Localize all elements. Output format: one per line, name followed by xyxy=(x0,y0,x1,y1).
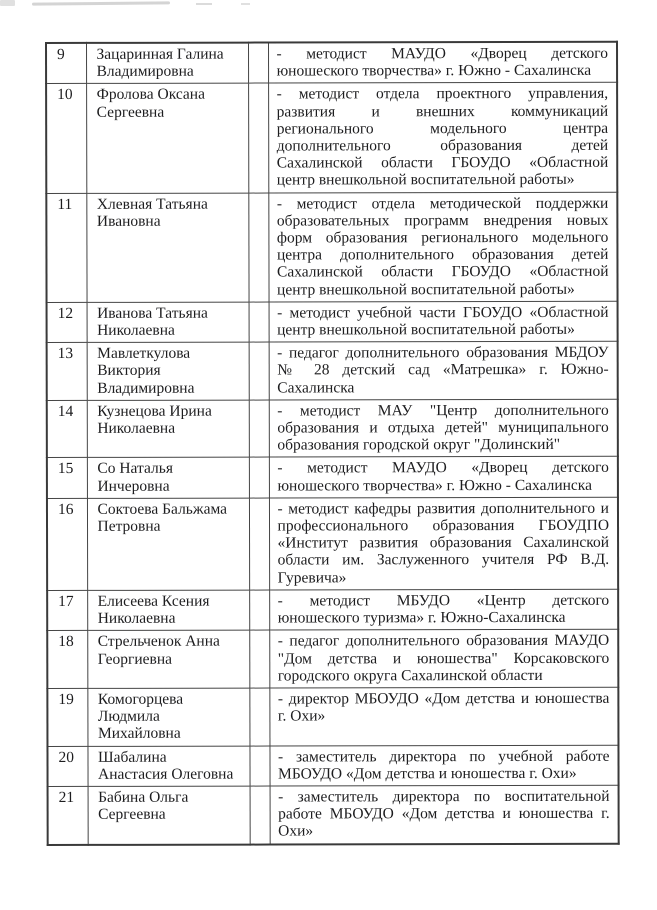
participants-table xyxy=(45,41,620,846)
name-line: Со Наталья xyxy=(97,460,173,478)
position-line: городского округа Сахалинской области xyxy=(277,666,543,685)
person-position xyxy=(269,745,618,786)
scan-artifact-mark xyxy=(241,3,250,5)
spacer-cell xyxy=(249,302,269,342)
name-line: Ивановна xyxy=(96,212,161,230)
position-line: - методист МАУДО «Дворец детского xyxy=(276,44,609,63)
name-line: Виктория xyxy=(97,362,161,380)
position-line: регионального модельного центра xyxy=(276,119,609,138)
person-position xyxy=(269,342,618,400)
spacer-cell xyxy=(248,193,268,302)
person-name xyxy=(86,43,248,84)
row-number: 13 xyxy=(47,343,87,401)
person-name xyxy=(87,746,249,787)
position-line: № 28 детский сад «Матрешка» г. Южно- xyxy=(277,361,609,379)
position-line: центр внешкольной воспитательной работы» xyxy=(276,171,575,189)
name-line: Кузнецова Ирина xyxy=(97,402,212,420)
person-position xyxy=(268,42,617,84)
table-row xyxy=(46,192,617,302)
name-line: Георгиевна xyxy=(97,650,172,668)
position-line: - методист МАУ "Центр дополнительного xyxy=(277,401,609,420)
position-line: - методист учебной части ГБОУДО «Областной xyxy=(277,303,609,322)
name-line: Хлевная Татьяна xyxy=(96,195,208,213)
position-line: области им. Заслуженного учителя РФ В.Д. xyxy=(277,551,610,569)
position-line: профессионального образования ГБОУДПО xyxy=(277,516,610,535)
spacer-cell xyxy=(249,458,269,498)
position-line: юношеского творчества» г. Южно - Сахалинска xyxy=(277,476,592,495)
position-line: - директор МБОУДО «Дом детства и юношества xyxy=(277,689,610,708)
position-line: - заместитель директора по воспитательной xyxy=(278,787,610,806)
name-line: Фролова Оксана xyxy=(96,86,205,104)
position-line: - педагог дополнительного образования МБДОУ xyxy=(277,344,609,362)
position-line: - педагог дополнительного образования МАУДО xyxy=(277,632,610,650)
position-line: образовательных программ внедрения новых xyxy=(276,211,609,230)
person-name xyxy=(86,193,248,303)
person-position xyxy=(270,785,619,844)
row-number: 12 xyxy=(47,302,87,342)
row-number: 21 xyxy=(48,786,88,844)
position-line: Гуревича» xyxy=(277,569,347,587)
table-row xyxy=(47,745,618,787)
person-name xyxy=(87,590,249,631)
spacer-cell xyxy=(249,342,269,400)
position-line: форм образования регионального модельного xyxy=(276,228,609,247)
position-line: центр внешкольной воспитательной работы» xyxy=(277,280,575,299)
person-name xyxy=(87,498,249,590)
position-line: дополнительного образования детей xyxy=(276,136,609,155)
table-row xyxy=(47,342,618,401)
name-line: Зацаринная Галина xyxy=(96,45,224,63)
table-row xyxy=(47,497,618,590)
row-number: 9 xyxy=(46,43,86,84)
position-line: образования и отдыха детей" муниципального xyxy=(277,418,609,437)
position-line: - заместитель директора по учебной работе xyxy=(277,747,610,766)
position-line: - методист отдела методической поддержки xyxy=(276,194,609,213)
row-number: 19 xyxy=(47,688,87,746)
scan-artifact-mark xyxy=(196,3,212,5)
person-name xyxy=(86,83,248,193)
position-line: юношеского туризма» г. Южно-Сахалинска xyxy=(277,609,566,627)
name-line: Михайловна xyxy=(97,725,181,743)
position-line: - методист МБУДО «Центр детского xyxy=(277,591,610,610)
spacer-cell xyxy=(249,746,269,786)
scan-artifact-corner xyxy=(0,0,15,6)
position-line: Сахалинска xyxy=(277,379,355,397)
person-position xyxy=(269,497,618,590)
position-line: - методист отдела проектного управления, xyxy=(276,85,609,103)
name-line: Николаевна xyxy=(97,419,176,437)
name-line: Стрельченок Анна xyxy=(97,632,220,651)
position-line: Сахалинской области ГБОУДО «Областной xyxy=(276,154,609,172)
person-position xyxy=(268,192,617,302)
person-position xyxy=(268,83,617,193)
name-line: Людмила xyxy=(97,707,160,725)
position-line: г. Охи» xyxy=(277,707,326,725)
row-number: 10 xyxy=(46,84,86,193)
table-body xyxy=(46,42,619,845)
position-line: "Дом детства и юношества" Корсаковского xyxy=(277,649,610,668)
position-line: работе МБОУДО «Дом детства и юношества г. xyxy=(278,804,610,823)
person-position xyxy=(269,301,618,342)
spacer-cell xyxy=(249,400,269,458)
table-row xyxy=(46,83,617,193)
position-line: Охи» xyxy=(278,822,314,840)
person-name xyxy=(87,400,249,458)
spacer-cell xyxy=(249,498,269,590)
scan-artifact-streak xyxy=(32,1,170,5)
row-number: 11 xyxy=(46,193,86,302)
name-line: Соктоева Бальжама xyxy=(97,500,228,518)
person-position xyxy=(269,589,618,630)
name-line: Инчеровна xyxy=(97,477,170,495)
person-name xyxy=(87,458,249,499)
person-name xyxy=(87,688,249,746)
name-line: Иванова Татьяна xyxy=(97,304,208,322)
person-position xyxy=(269,687,618,745)
position-line: центра дополнительного образования детей xyxy=(276,246,609,264)
spacer-cell xyxy=(248,43,268,84)
name-line: Мавлеткулова xyxy=(97,344,191,363)
table-row xyxy=(48,785,619,844)
table-row xyxy=(47,589,618,631)
position-line: центр внешкольной воспитательной работы» xyxy=(277,320,575,339)
position-line: - методист МАУДО «Дворец детского xyxy=(277,459,609,477)
spacer-cell xyxy=(249,590,269,630)
person-name xyxy=(88,786,250,844)
position-line: юношеского творчества» г. Южно - Сахалинска xyxy=(276,62,592,80)
name-line: Владимировна xyxy=(96,62,194,81)
position-line: Сахалинской области ГБОУДО «Областной xyxy=(276,263,609,281)
position-line: образования городской округ "Долинский" xyxy=(277,436,561,454)
name-line: Николаевна xyxy=(97,609,176,627)
row-number: 20 xyxy=(47,746,87,786)
person-name xyxy=(87,630,249,688)
person-name xyxy=(87,302,249,343)
table-row xyxy=(47,687,618,746)
spacer-cell xyxy=(249,688,269,746)
name-line: Николаевна xyxy=(97,321,175,339)
person-position xyxy=(269,630,618,688)
person-position xyxy=(269,399,618,457)
table-row xyxy=(47,301,618,343)
name-line: Сергеевна xyxy=(96,103,165,121)
row-number: 14 xyxy=(47,400,87,458)
position-line: развития и внешних коммуникаций xyxy=(276,102,609,121)
name-line: Анастасия Олеговна xyxy=(98,765,234,783)
spacer-cell xyxy=(250,786,270,844)
position-line: МБОУДО «Дом детства и юношества г. Охи» xyxy=(278,764,577,783)
name-line: Петровна xyxy=(97,517,161,535)
name-line: Комогорцева xyxy=(97,690,184,708)
name-line: Владимировна xyxy=(97,379,195,397)
position-line: «Институт развития образования Сахалинской xyxy=(277,534,610,552)
table-row xyxy=(47,457,618,499)
name-line: Елисеева Ксения xyxy=(97,592,210,610)
person-name xyxy=(87,342,249,400)
row-number: 15 xyxy=(47,458,87,498)
row-number: 18 xyxy=(47,631,87,689)
spacer-cell xyxy=(248,83,268,192)
name-line: Шабалина xyxy=(97,748,167,766)
table-row xyxy=(46,42,617,84)
position-line: - методист кафедры развития дополнительного и xyxy=(277,499,609,518)
spacer-cell xyxy=(249,630,269,688)
row-number: 16 xyxy=(47,498,87,590)
name-line: Бабина Ольга xyxy=(98,788,189,806)
row-number: 17 xyxy=(47,590,87,630)
table-row xyxy=(47,399,618,458)
name-line: Сергеевна xyxy=(98,805,166,824)
person-position xyxy=(269,457,618,498)
table-row xyxy=(47,630,618,689)
